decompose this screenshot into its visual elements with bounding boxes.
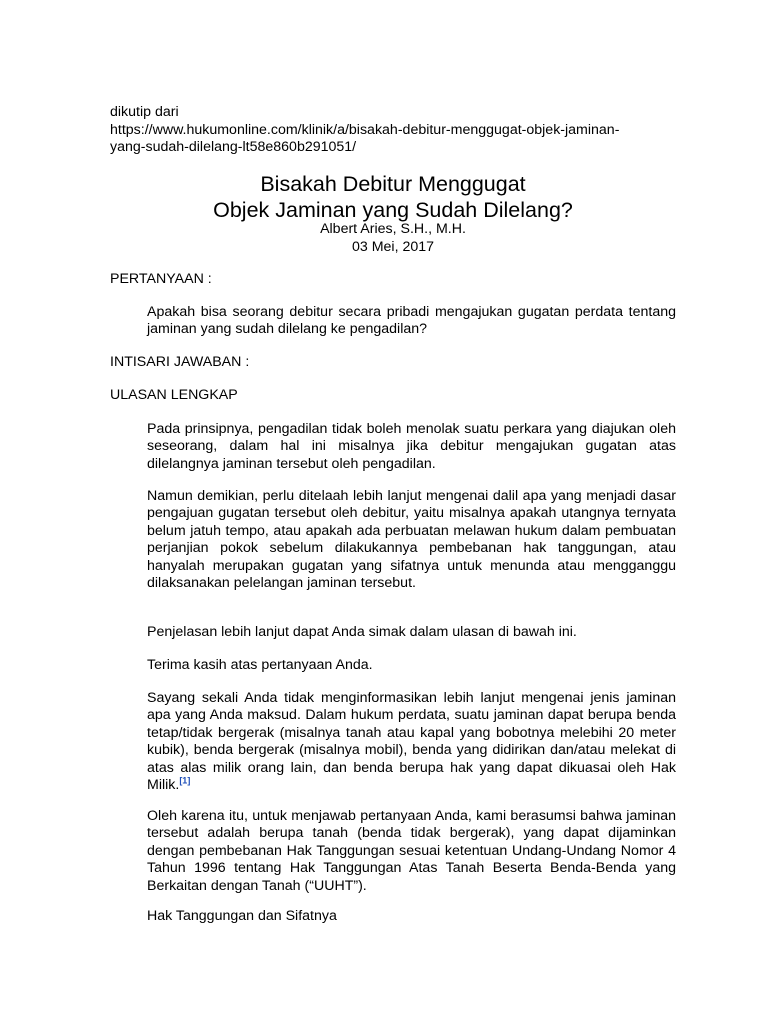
article-title xyxy=(110,171,676,223)
article-meta xyxy=(110,221,676,256)
source-label: dikutip dari xyxy=(110,104,179,120)
question-heading: PERTANYAAN : xyxy=(110,271,212,287)
answer-paragraph-4: Terima kasih atas pertanyaan Anda. xyxy=(147,657,373,673)
summary-heading: INTISARI JAWABAN : xyxy=(110,354,250,370)
full-review-heading: ULASAN LENGKAP xyxy=(110,387,238,403)
answer-paragraph-3: Penjelasan lebih lanjut dapat Anda simak dalam ulasan di bawah ini. xyxy=(147,624,577,640)
article-title-line-1: Bisakah Debitur Menggugat xyxy=(260,172,526,196)
article-author: Albert Aries, S.H., M.H. xyxy=(320,221,466,237)
subheading-hak-tanggungan: Hak Tanggungan dan Sifatnya xyxy=(147,908,337,924)
article-title-line-2: Objek Jaminan yang Sudah Dilelang? xyxy=(213,198,573,222)
answer-paragraph-5 xyxy=(147,690,676,794)
source-citation xyxy=(110,104,680,157)
source-url-line-2: yang-sudah-dilelang-lt58e860b291051/ xyxy=(110,139,357,155)
question-paragraph: Apakah bisa seorang debitur secara pribadi mengajukan gugatan perdata tentang jaminan yang sudah dilelang ke pengadilan? xyxy=(147,304,676,338)
source-url-line-1: https://www.hukumonline.com/klinik/a/bisakah-debitur-menggugat-objek-jaminan- xyxy=(110,121,620,138)
answer-paragraph-6: Oleh karena itu, untuk menjawab pertanyaan Anda, kami berasumsi bahwa jaminan tersebut adalah berupa tanah (benda tidak bergerak), yang dapat dijaminkan dengan pembebanan Hak Tanggungan sesuai ketentuan Undang-Undang Nomor 4 Tahun 1996 tentang Hak Tanggungan Atas Tanah Beserta Benda-Benda yang Berkaitan dengan Tanah (“UUHT”). xyxy=(147,808,676,894)
answer-paragraph-2: Namun demikian, perlu ditelaah lebih lanjut mengenai dalil apa yang menjadi dasar pengajuan gugatan tersebut oleh debitur, yaitu misalnya apakah utangnya ternyata belum jatuh tempo, atau apakah ada perbuatan melawan hukum dalam pembuatan perjanjian pokok sebelum dilakukannya pembebanan hak tanggungan, atau hanyalah merupakan gugatan yang sifatnya untuk menunda atau mengganggu dilaksanakan pelelangan jaminan tersebut. xyxy=(147,488,676,592)
answer-paragraph-1: Pada prinsipnya, pengadilan tidak boleh menolak suatu perkara yang diajukan oleh seseorang, dalam hal ini misalnya jika debitur mengajukan gugatan atas dilelangnya jaminan tersebut oleh pengadilan. xyxy=(147,421,676,472)
footnote-reference-1[interactable]: [1] xyxy=(179,775,191,786)
article-date: 03 Mei, 2017 xyxy=(351,238,435,255)
answer-paragraph-5-text: Sayang sekali Anda tidak menginformasikan lebih lanjut mengenai jenis jaminan apa yang Anda maksud. Dalam hukum perdata, suatu jaminan dapat berupa benda tetap/tidak bergerak (misalnya tanah atau kapal yang bobotnya melebihi 20 meter kubik), benda bergerak (misalnya mobil), benda yang didirikan dan/atau melekat di atas alas milik orang lain, dan benda berupa hak yang dapat dikuasai oleh Hak Milik. xyxy=(147,690,676,794)
